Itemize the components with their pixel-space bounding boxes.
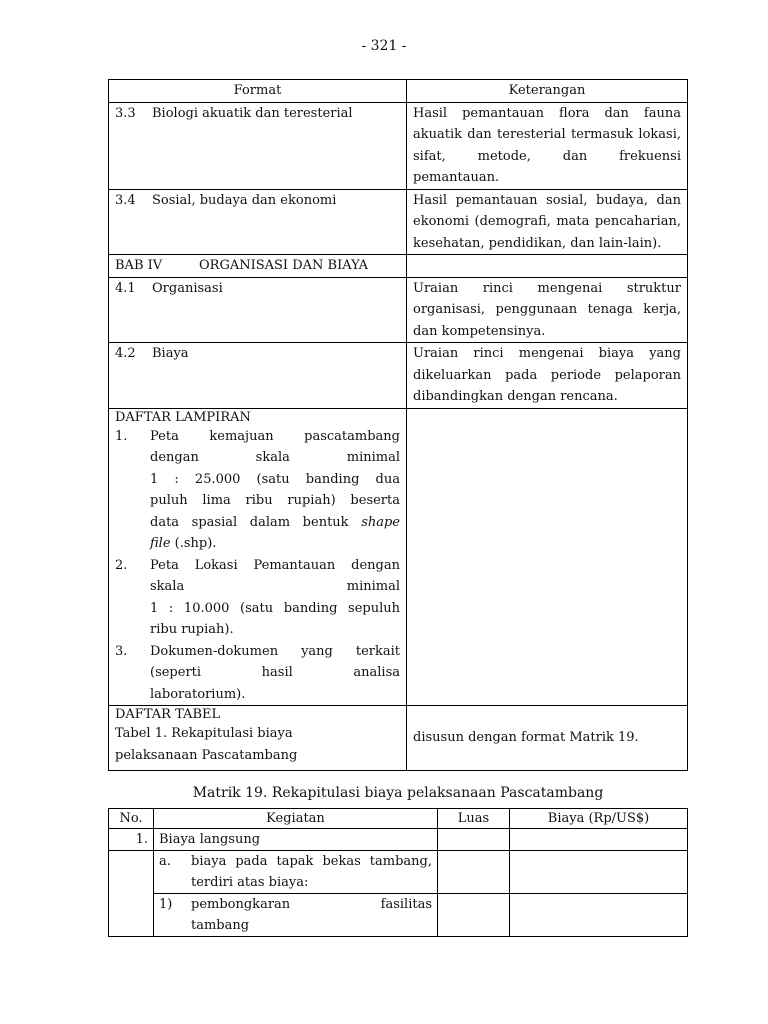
format-table	[108, 79, 688, 771]
tabel-row	[109, 706, 688, 771]
list-number: 1.	[115, 428, 128, 444]
keterangan-cell	[407, 277, 688, 343]
section-3-3	[115, 103, 400, 125]
kegiatan-cell: Biaya langsung	[154, 829, 438, 851]
text-line: ekonomi (demografi, mata pencaharian,	[413, 214, 681, 229]
matrix-caption: Matrik 19. Rekapitulasi biaya pelaksanaan Pascatambang	[192, 785, 604, 801]
lampiran-row	[109, 408, 688, 706]
section-number: 4.2	[115, 346, 136, 361]
keterangan-cell	[407, 189, 688, 255]
lampiran-title: DAFTAR LAMPIRAN	[115, 409, 251, 425]
header-biaya: Biaya (Rp/US$)	[510, 809, 688, 829]
text-line: Uraian rinci mengenai struktur	[413, 280, 681, 296]
text-fragment: data spasial dalam bentuk	[150, 514, 349, 530]
section-3-4	[115, 190, 400, 212]
section-title: Sosial, budaya dan ekonomi	[152, 192, 337, 208]
list-item	[115, 426, 400, 555]
header-kegiatan: Kegiatan	[154, 809, 438, 829]
italic-text: file	[150, 536, 171, 551]
text-line: pelaksanaan Pascatambang	[115, 747, 298, 763]
section-4-1	[115, 278, 400, 300]
empty-cell	[438, 851, 510, 894]
header-keterangan: Keterangan	[407, 80, 688, 103]
text-line: Dokumen-dokumen yang terkait	[150, 643, 400, 659]
empty-cell	[510, 851, 688, 894]
sub-item-marker: 1)	[159, 897, 173, 912]
empty-cell	[438, 894, 510, 937]
table-row	[109, 851, 688, 894]
list-body	[150, 641, 400, 706]
header-luas: Luas	[438, 809, 510, 829]
bab-title: ORGANISASI DAN BIAYA	[199, 258, 369, 273]
section-number: 3.3	[115, 105, 136, 121]
keterangan-cell	[407, 706, 688, 771]
text-line: terdiri atas biaya:	[191, 875, 309, 890]
text-line: disusun dengan format Matrik 19.	[413, 730, 639, 746]
list-number: 2.	[115, 557, 128, 573]
text-line: tambang	[191, 918, 250, 933]
sub-item-marker: a.	[159, 854, 171, 869]
text-line: biaya pada tapak bekas tambang,	[191, 854, 432, 869]
text-line: puluh lima ribu rupiah) beserta	[150, 493, 400, 508]
empty-cell	[407, 408, 688, 706]
list-item	[115, 555, 400, 641]
text-line: dengan skala minimal	[150, 450, 400, 465]
text-line: kesehatan, pendidikan, dan lain-lain).	[413, 235, 662, 251]
text-line	[150, 533, 400, 555]
italic-text: shape	[361, 514, 400, 530]
text-line: dikeluarkan pada periode pelaporan	[413, 367, 681, 383]
list-body	[150, 555, 400, 641]
table-header-row	[109, 809, 688, 829]
text-line: pembongkaran fasilitas	[191, 897, 432, 912]
tabel-title: DAFTAR TABEL	[115, 707, 221, 722]
section-title: Biologi akuatik dan teresterial	[152, 105, 353, 121]
text-line: dan kompetensinya.	[413, 323, 546, 339]
text-line: sifat, metode, dan frekuensi	[413, 148, 681, 164]
sub-item	[159, 851, 432, 893]
text-line: Hasil pemantauan sosial, budaya, dan	[413, 192, 681, 208]
section-4-2	[115, 343, 400, 365]
section-number: 3.4	[115, 192, 136, 208]
table-row	[109, 102, 688, 189]
text-line: Hasil pemantauan flora dan fauna	[413, 105, 681, 121]
row-number: 1.	[109, 829, 154, 851]
lampiran-list	[115, 426, 400, 706]
text-line	[150, 512, 400, 534]
section-title: Organisasi	[152, 280, 223, 296]
section-number: 4.1	[115, 280, 136, 296]
text-line: Peta kemajuan pascatambang	[150, 428, 400, 444]
header-no: No.	[109, 809, 154, 829]
text-line: 1 : 25.000 (satu banding dua	[150, 471, 400, 487]
text-line: Tabel 1. Rekapitulasi biaya	[115, 726, 293, 741]
text-line: skala minimal	[150, 579, 400, 594]
empty-cell	[407, 255, 688, 278]
text-line: (seperti hasil analisa	[150, 665, 400, 680]
keterangan-cell	[407, 102, 688, 189]
table-row	[109, 343, 688, 409]
list-body	[150, 426, 400, 555]
bab-number: BAB IV	[115, 258, 163, 273]
table-header-row	[109, 80, 688, 103]
bab-row	[109, 255, 688, 278]
bab-heading	[115, 255, 400, 277]
keterangan-cell	[407, 343, 688, 409]
text-fragment: (.shp).	[170, 536, 217, 551]
empty-cell	[510, 894, 688, 937]
section-title: Biaya	[152, 346, 189, 361]
sub-item-body	[191, 894, 432, 936]
kegiatan-cell	[154, 851, 438, 894]
list-item	[115, 641, 400, 706]
text-line: laboratorium).	[150, 686, 246, 702]
matrix-19-table	[108, 808, 688, 937]
table-row	[109, 189, 688, 255]
empty-cell	[109, 851, 154, 937]
text-line: Uraian rinci mengenai biaya yang	[413, 346, 681, 361]
empty-cell	[510, 829, 688, 851]
text-line: 1 : 10.000 (satu banding sepuluh	[150, 600, 400, 616]
empty-cell	[438, 829, 510, 851]
header-format: Format	[109, 80, 407, 103]
sub-item	[159, 894, 432, 936]
page-number: - 321 -	[361, 38, 407, 54]
table-row	[109, 894, 688, 937]
kegiatan-cell	[154, 894, 438, 937]
text-line: dibandingkan dengan rencana.	[413, 389, 618, 404]
sub-item-body	[191, 851, 432, 893]
table-row	[109, 277, 688, 343]
text-line: ribu rupiah).	[150, 622, 234, 637]
list-number: 3.	[115, 643, 128, 659]
text-line: organisasi, penggunaan tenaga kerja,	[413, 302, 681, 317]
table-row	[109, 829, 688, 851]
text-line: pemantauan.	[413, 170, 500, 185]
text-line: akuatik dan teresterial termasuk lokasi,	[413, 127, 681, 142]
text-line: Peta Lokasi Pemantauan dengan	[150, 557, 400, 573]
